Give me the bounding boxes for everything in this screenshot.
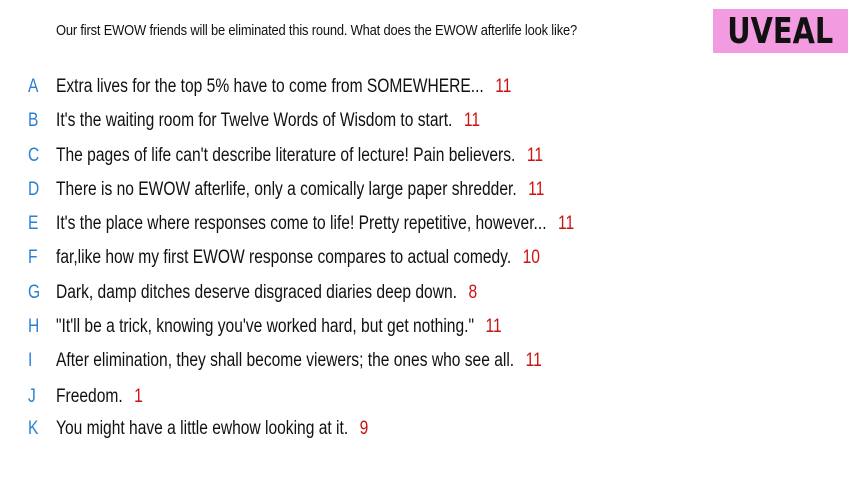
response-score: 10 — [522, 247, 540, 268]
response-row-f — [0, 247, 853, 277]
response-letter: B — [28, 110, 39, 131]
response-score: 8 — [468, 282, 478, 303]
response-entry — [56, 213, 574, 235]
response-score: 11 — [526, 145, 544, 166]
response-score: 11 — [495, 76, 512, 97]
response-score: 11 — [558, 213, 575, 234]
response-score: 11 — [525, 350, 542, 371]
response-letter: H — [28, 316, 40, 337]
response-letter: C — [28, 145, 40, 166]
contestant-name: UVEAL — [727, 10, 834, 52]
response-entry — [56, 418, 368, 440]
response-entry — [56, 386, 143, 408]
response-text: You might have a little ewhow looking at it. — [56, 418, 349, 439]
response-letter: A — [28, 76, 39, 97]
response-score: 9 — [359, 418, 369, 439]
response-score: 11 — [485, 316, 502, 337]
response-entry — [56, 282, 477, 304]
response-letter: G — [28, 282, 41, 303]
response-row-c — [0, 145, 853, 175]
response-row-e — [0, 213, 853, 243]
response-score: 1 — [134, 386, 143, 407]
response-row-i — [0, 350, 853, 380]
response-text: The pages of life can't describe literature of lecture! Pain believers. — [56, 145, 516, 166]
response-text: It's the waiting room for Twelve Words of Wisdom to start. — [56, 110, 453, 131]
response-text: Dark, damp ditches deserve disgraced diaries deep down. — [56, 282, 457, 303]
response-entry — [56, 316, 502, 338]
response-entry — [56, 145, 543, 167]
response-letter: I — [28, 350, 33, 371]
response-score: 11 — [463, 110, 481, 131]
response-letter: J — [28, 386, 36, 407]
response-text: There is no EWOW afterlife, only a comically large paper shredder. — [56, 179, 517, 200]
response-letter: D — [28, 179, 40, 200]
response-letter: F — [28, 247, 38, 268]
response-entry — [56, 110, 480, 132]
response-entry — [56, 247, 540, 269]
response-row-j — [0, 386, 853, 416]
response-text: far,like how my first EWOW response compares to actual comedy. — [56, 247, 512, 268]
response-text: Extra lives for the top 5% have to come from SOMEWHERE... — [56, 76, 484, 97]
response-entry — [56, 350, 542, 372]
response-text: It's the place where responses come to life! Pretty repetitive, however... — [56, 213, 547, 234]
response-row-a — [0, 76, 853, 106]
response-text: Freedom. — [56, 386, 123, 407]
response-row-d — [0, 179, 853, 209]
response-row-b — [0, 110, 853, 140]
response-entry — [56, 179, 544, 201]
contestant-badge — [713, 9, 848, 53]
response-row-k — [0, 418, 853, 448]
prompt-text: Our first EWOW friends will be eliminated this round. What does the EWOW afterlife look like? — [56, 22, 577, 39]
response-text: After elimination, they shall become viewers; the ones who see all. — [56, 350, 515, 371]
response-text: "It'll be a trick, knowing you've worked hard, but get nothing." — [56, 316, 474, 337]
response-row-g — [0, 282, 853, 312]
response-letter: K — [28, 418, 39, 439]
response-row-h — [0, 316, 853, 346]
response-letter: E — [28, 213, 39, 234]
response-entry — [56, 76, 511, 98]
response-score: 11 — [528, 179, 545, 200]
